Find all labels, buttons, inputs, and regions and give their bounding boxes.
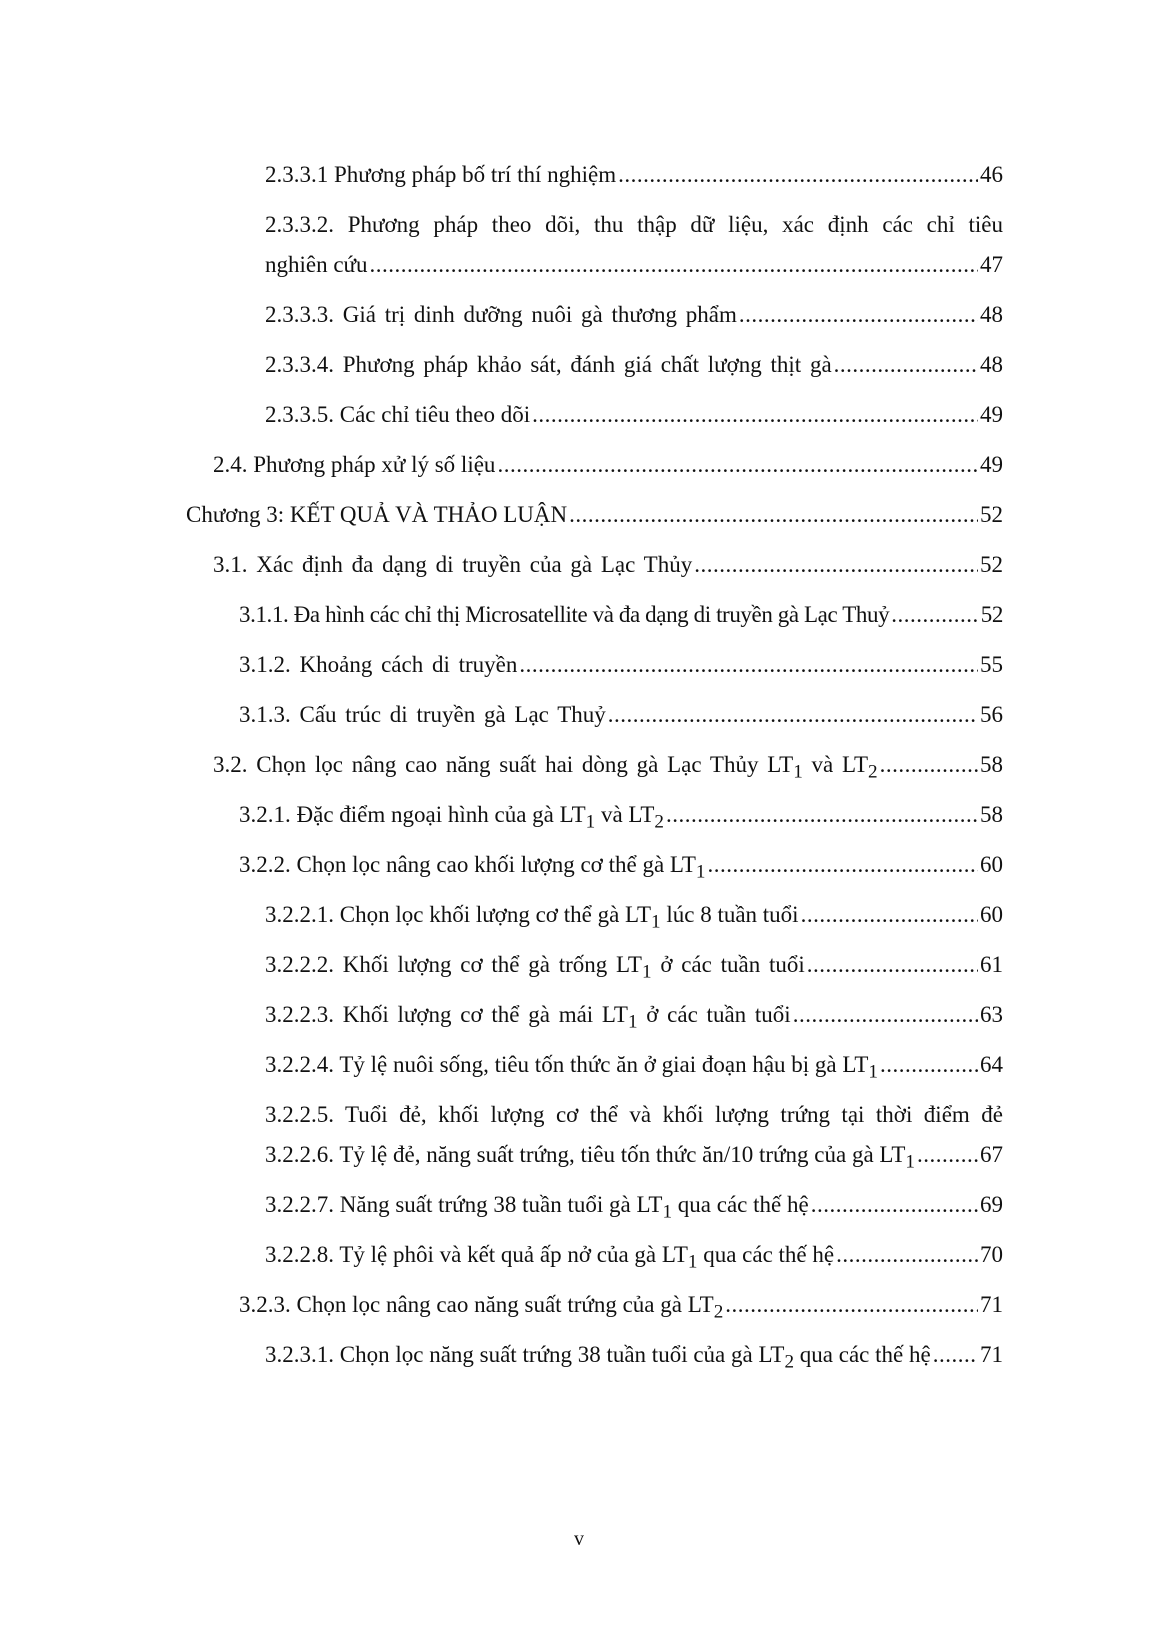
toc-dot-leader	[891, 600, 979, 630]
toc-entry-title	[239, 800, 664, 838]
toc-entry-2-3-3-2-line2	[265, 250, 1003, 280]
toc-page-number: 47	[980, 252, 1003, 277]
toc-entry-title-subscript: 1	[641, 961, 652, 983]
toc-dot-leader	[569, 500, 978, 530]
toc-page-number: 49	[980, 402, 1003, 427]
toc-dot-leader	[836, 1240, 978, 1270]
toc-entry-title-mid: và LT	[595, 802, 655, 827]
toc-entry-title: 3.1.3. Cấu trúc di truyền gà Lạc Thuỷ	[239, 702, 606, 727]
toc-entry-3-2	[213, 750, 1003, 788]
toc-entry-title: nghiên cứu	[265, 252, 368, 277]
toc-entry-2-3-3-1	[265, 160, 1003, 190]
toc-page-number: 63	[980, 1002, 1003, 1027]
toc-entry-title-main: 3.2.1. Đặc điểm ngoại hình của gà LT	[239, 802, 586, 827]
toc-page-number: 58	[980, 802, 1003, 827]
toc-entry-3-2-1	[239, 800, 1003, 838]
toc-dot-leader	[707, 850, 978, 880]
toc-entry-3-2-2-7	[265, 1190, 1003, 1228]
toc-entry-title-tail: ở các tuần tuổi	[637, 1002, 791, 1027]
toc-entry-title-subscript: 2	[713, 1301, 724, 1323]
toc-page-number: 71	[980, 1342, 1003, 1367]
toc-entry-title	[265, 1240, 834, 1278]
toc-entry-2-4	[213, 450, 1003, 480]
toc-entry-title-subscript: 1	[687, 1251, 698, 1273]
toc-entry-title-main: 3.2.2. Chọn lọc nâng cao khối lượng cơ thể gà LT	[239, 852, 696, 877]
toc-entry-title-subscript: 1	[905, 1151, 915, 1173]
toc-page-number: 69	[980, 1192, 1003, 1217]
toc-entry-chapter-3	[186, 500, 1003, 530]
toc-dot-leader	[933, 1340, 978, 1370]
toc-page-number: 49	[980, 452, 1003, 477]
toc-entry-title-main: 3.2. Chọn lọc nâng cao năng suất hai dòng gà Lạc Thủy LT	[213, 752, 794, 777]
toc-page-number: 52	[980, 502, 1003, 527]
toc-page-number: 67	[980, 1142, 1003, 1167]
toc-dot-leader	[880, 750, 978, 780]
toc-entry-title-subscript: 1	[627, 1011, 638, 1033]
toc-entry-3-2-3-1	[265, 1340, 1003, 1378]
toc-entry-2-3-3-5	[265, 400, 1003, 430]
toc-entry-title-mid: và LT	[802, 752, 868, 777]
toc-dot-leader	[801, 900, 978, 930]
toc-entry-title-subscript: 1	[651, 911, 661, 933]
toc-entry-title-main: 3.2.2.2. Khối lượng cơ thể gà trống LT	[265, 952, 642, 977]
toc-entry-title: 2.4. Phương pháp xử lý số liệu	[213, 452, 496, 477]
toc-entry-title: 2.3.3.1 Phương pháp bố trí thí nghiệm	[265, 162, 617, 187]
toc-entry-title-subscript: 2	[654, 811, 664, 833]
toc-dot-leader	[834, 350, 978, 380]
toc-entry-title: 2.3.3.3. Giá trị dinh dưỡng nuôi gà thương phẩm	[265, 302, 737, 327]
toc-page-number: 60	[980, 902, 1003, 927]
toc-entry-title	[239, 850, 705, 888]
toc-entry-3-1-3	[239, 700, 1003, 730]
toc-entry-title: 3.1.2. Khoảng cách di truyền	[239, 652, 518, 677]
toc-entry-3-2-2-6	[265, 1140, 1003, 1178]
toc-entry-title-tail: lúc 8 tuần tuổi	[660, 902, 799, 927]
toc-dot-leader	[532, 400, 978, 430]
toc-entry-title	[265, 1000, 791, 1038]
toc-entry-title-tail: qua các thế hệ	[794, 1342, 931, 1367]
toc-entry-title	[265, 1140, 915, 1178]
toc-page-number: 48	[980, 352, 1003, 377]
toc-entry-title-tail: qua các thế hệ	[672, 1192, 809, 1217]
toc-entry-title-subscript: 2	[868, 761, 878, 783]
toc-entry-3-2-2-2	[265, 950, 1003, 988]
toc-entry-3-2-2-1	[265, 900, 1003, 938]
toc-entry-title	[265, 1050, 878, 1088]
toc-entry-title: Chương 3: KẾT QUẢ VÀ THẢO LUẬN	[186, 502, 568, 527]
toc-entry-3-2-2-3	[265, 1000, 1003, 1038]
toc-entry-3-2-2-4	[265, 1050, 1003, 1088]
toc-dot-leader	[739, 300, 978, 330]
toc-entry-title-subscript: 2	[784, 1351, 795, 1373]
toc-dot-leader	[618, 160, 978, 190]
toc-page-number: 52	[980, 552, 1003, 577]
toc-page-number: 46	[980, 162, 1003, 187]
toc-dot-leader	[519, 650, 978, 680]
toc-page-number: 64	[980, 1052, 1003, 1077]
toc-entry-title	[239, 1290, 723, 1328]
toc-entry-title-main: 3.2.3.1. Chọn lọc năng suất trứng 38 tuần tuổi của gà LT	[265, 1342, 785, 1367]
toc-entry-3-2-2	[239, 850, 1003, 888]
toc-dot-leader	[807, 950, 978, 980]
toc-entry-title-main: 3.2.2.8. Tỷ lệ phôi và kết quả ấp nở của gà LT	[265, 1242, 688, 1267]
toc-entry-title-main: 3.2.2.7. Năng suất trứng 38 tuần tuổi gà LT	[265, 1192, 663, 1217]
toc-entry-2-3-3-2-line1: 2.3.3.2. Phương pháp theo dõi, thu thập dữ liệu, xác định các chỉ tiêu	[265, 212, 1003, 237]
toc-entry-title-main: 3.2.2.1. Chọn lọc khối lượng cơ thể gà LT	[265, 902, 652, 927]
toc-entry-3-1-2	[239, 650, 1003, 680]
toc-entry-title-subscript: 1	[695, 861, 706, 883]
toc-dot-leader	[370, 250, 978, 280]
toc-entry-title	[265, 1190, 809, 1228]
toc-entry-title-main: 3.2.2.6. Tỷ lệ đẻ, năng suất trứng, tiêu tốn thức ăn/10 trứng của gà LT	[265, 1142, 906, 1167]
toc-page-number: 52	[980, 602, 1003, 627]
toc-entry-3-1-1	[239, 600, 1003, 630]
toc-entry-title-tail: ở các tuần tuổi	[651, 952, 805, 977]
toc-dot-leader	[694, 550, 978, 580]
toc-dot-leader	[793, 1000, 978, 1030]
toc-dot-leader	[725, 1290, 978, 1320]
toc-entry-title	[265, 950, 805, 988]
toc-dot-leader	[666, 800, 978, 830]
toc-entry-title-subscript: 1	[585, 811, 596, 833]
toc-dot-leader	[917, 1140, 978, 1170]
toc-page-number: 56	[980, 702, 1003, 727]
toc-entry-3-2-2-5: 3.2.2.5. Tuổi đẻ, khối lượng cơ thể và khối lượng trứng tại thời điểm đẻ	[265, 1102, 1003, 1127]
toc-entry-3-2-3	[239, 1290, 1003, 1328]
toc-entry-3-2-2-8	[265, 1240, 1003, 1278]
toc-page-number: 48	[980, 302, 1003, 327]
toc-page-number: 58	[980, 752, 1003, 777]
toc-dot-leader	[497, 450, 978, 480]
toc-entry-title-main: 3.2.2.4. Tỷ lệ nuôi sống, tiêu tốn thức ăn ở giai đoạn hậu bị gà LT	[265, 1052, 869, 1077]
toc-entry-title	[213, 750, 878, 788]
toc-entry-title-subscript: 1	[793, 761, 803, 783]
toc-entry-title: 3.1. Xác định đa dạng di truyền của gà Lạc Thủy	[213, 552, 693, 577]
toc-page-number: 70	[980, 1242, 1003, 1267]
toc-page-number: 71	[980, 1292, 1003, 1317]
toc-entry-2-3-3-3	[265, 300, 1003, 330]
page-number: v	[574, 1528, 584, 1550]
toc-dot-leader	[811, 1190, 978, 1220]
toc-entry-title-subscript: 1	[662, 1201, 673, 1223]
toc-entry-title: 3.1.1. Đa hình các chỉ thị Microsatellite và đa dạng di truyền gà Lạc Thuỷ	[239, 602, 890, 627]
toc-entry-title: 2.3.3.4. Phương pháp khảo sát, đánh giá chất lượng thịt gà	[265, 352, 832, 377]
toc-entry-title: 2.3.3.5. Các chỉ tiêu theo dõi	[265, 402, 531, 427]
toc-dot-leader	[608, 700, 978, 730]
toc-entry-title	[265, 1340, 931, 1378]
toc-entry-3-1	[213, 550, 1003, 580]
toc-page-number: 55	[980, 652, 1003, 677]
toc-entry-2-3-3-4	[265, 350, 1003, 380]
toc-dot-leader	[880, 1050, 978, 1080]
toc-entry-title	[265, 900, 799, 938]
toc-page-number: 61	[980, 952, 1003, 977]
toc-page-number: 60	[980, 852, 1003, 877]
toc-entry-title-subscript: 1	[868, 1061, 878, 1083]
toc-entry-title-main: 3.2.3. Chọn lọc nâng cao năng suất trứng của gà LT	[239, 1292, 714, 1317]
toc-entry-title-main: 3.2.2.3. Khối lượng cơ thể gà mái LT	[265, 1002, 628, 1027]
toc-entry-title-tail: qua các thế hệ	[697, 1242, 835, 1267]
